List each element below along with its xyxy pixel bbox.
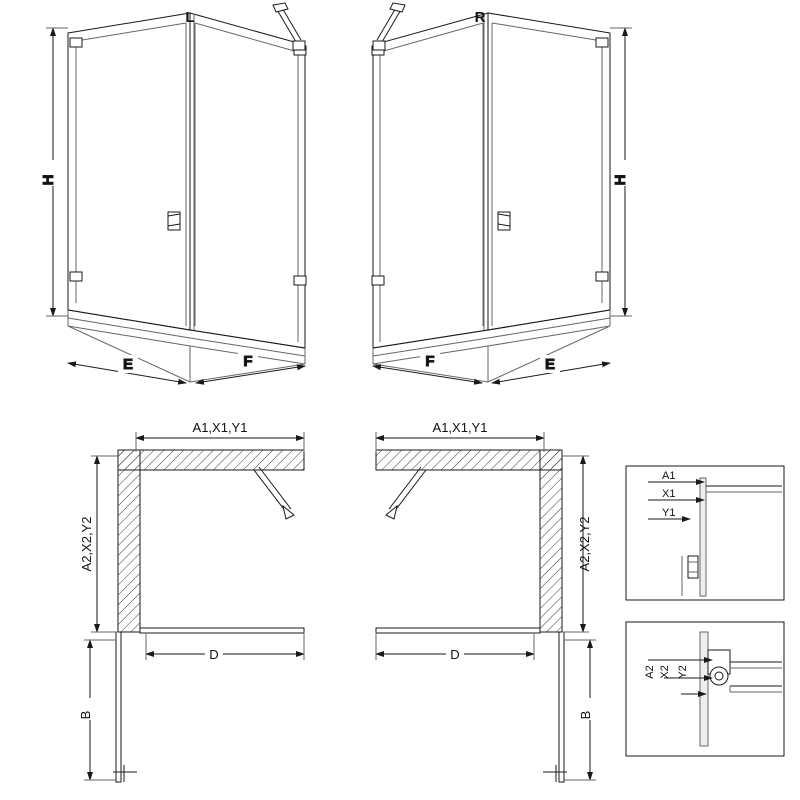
detail-label-y2: Y2 <box>677 665 689 679</box>
dim-e-label: E <box>122 356 134 373</box>
door-handle-icon <box>168 212 180 230</box>
detail-label-a2: A2 <box>644 665 656 679</box>
plan-swing-label: B <box>578 710 593 720</box>
dim-f-label: F <box>425 353 435 370</box>
support-bar-plan-icon <box>254 467 294 519</box>
support-bar-plan-icon <box>386 467 426 519</box>
dim-h-label: H <box>612 174 629 186</box>
plan-swing-label: B <box>78 710 93 720</box>
plan-view-left <box>78 420 304 782</box>
plan-width-label: A1,X1,Y1 <box>432 420 488 435</box>
perspective-view-left <box>40 3 306 383</box>
plan-view-right <box>376 420 599 782</box>
detail-view-top <box>626 466 784 600</box>
variant-label-l: L <box>185 9 195 26</box>
detail-view-bottom <box>626 622 784 756</box>
plan-door-label: D <box>450 647 460 662</box>
variant-label-r: R <box>474 9 486 26</box>
perspective-view-right <box>372 3 634 383</box>
detail-label-x2: X2 <box>659 665 671 679</box>
detail-label-x1: X1 <box>662 488 676 500</box>
detail-label-y1: Y1 <box>662 507 676 519</box>
plan-width-label: A1,X1,Y1 <box>192 420 248 435</box>
detail-label-a1: A1 <box>662 470 676 482</box>
dim-f-label: F <box>243 353 253 370</box>
plan-depth-label: A2,X2,Y2 <box>577 516 592 572</box>
dim-e-label: E <box>544 356 556 373</box>
door-handle-icon <box>498 212 510 230</box>
dim-h-label: H <box>40 174 57 186</box>
plan-door-label: D <box>209 647 219 662</box>
plan-depth-label: A2,X2,Y2 <box>79 516 94 572</box>
